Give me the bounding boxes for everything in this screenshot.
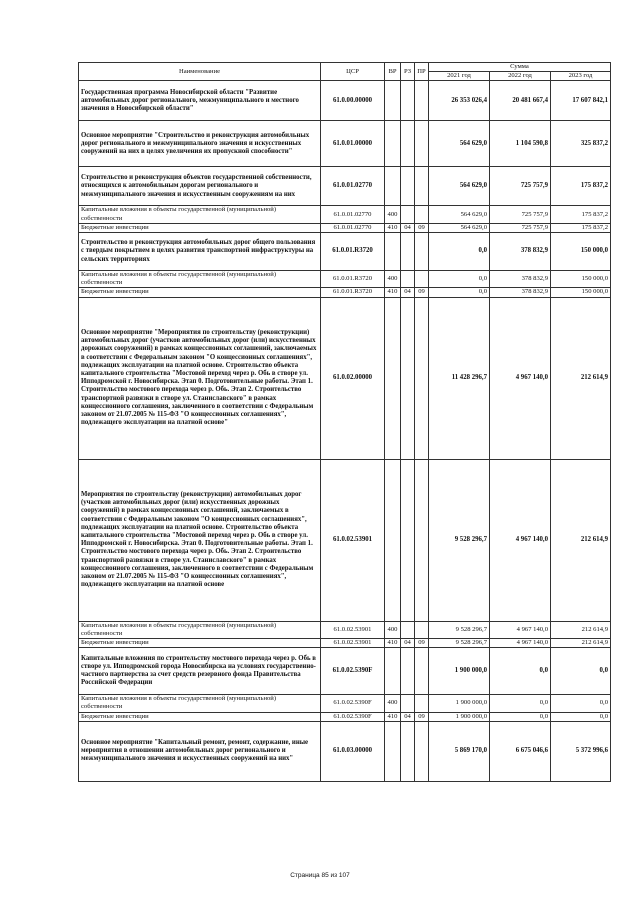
table-row — [79, 695, 611, 712]
row-amount-2023: 212 614,9 — [551, 459, 611, 621]
row-vr-cell — [385, 121, 401, 167]
row-amount-2023: 150 000,0 — [551, 233, 611, 271]
table-row — [79, 288, 611, 297]
row-amount-2023: 5 372 996,6 — [551, 721, 611, 781]
header-year-2021: 2021 год — [429, 72, 490, 81]
row-csr-cell: 61.0.02.53901 — [321, 639, 385, 648]
row-vr-cell: 410 — [385, 223, 401, 232]
row-pr-cell — [415, 271, 429, 288]
row-amount-2022: 378 832,9 — [490, 271, 551, 288]
row-name-cell: Бюджетные инвестиции — [79, 639, 321, 648]
row-vr-cell: 400 — [385, 206, 401, 223]
header-sum: Сумма — [429, 63, 611, 72]
row-pr-cell — [415, 121, 429, 167]
page-footer: Страница 85 из 107 — [290, 872, 350, 879]
row-name-cell: Капитальные вложения в объекты государственной (муниципальной) собственности — [79, 271, 321, 288]
row-csr-cell: 61.0.01.02770 — [321, 167, 385, 206]
row-name-cell: Бюджетные инвестиции — [79, 288, 321, 297]
row-amount-2021: 1 900 000,0 — [429, 712, 490, 721]
row-rz-cell — [401, 206, 415, 223]
row-vr-cell: 410 — [385, 288, 401, 297]
row-amount-2022: 0,0 — [490, 648, 551, 695]
row-amount-2021: 564 629,0 — [429, 167, 490, 206]
header-pr: ПР — [415, 63, 429, 81]
row-amount-2023: 150 000,0 — [551, 271, 611, 288]
row-pr-cell — [415, 459, 429, 621]
row-amount-2023: 17 607 842,1 — [551, 81, 611, 121]
row-rz-cell — [401, 167, 415, 206]
row-name-cell: Капитальные вложения в объекты государственной (муниципальной) собственности — [79, 621, 321, 638]
row-csr-cell: 61.0.02.5390F — [321, 712, 385, 721]
row-amount-2022: 725 757,9 — [490, 167, 551, 206]
row-vr-cell — [385, 233, 401, 271]
row-amount-2022: 4 967 140,0 — [490, 639, 551, 648]
row-vr-cell: 400 — [385, 695, 401, 712]
row-rz-cell — [401, 695, 415, 712]
row-amount-2022: 378 832,9 — [490, 233, 551, 271]
row-pr-cell: 09 — [415, 288, 429, 297]
row-csr-cell: 61.0.01.00000 — [321, 121, 385, 167]
row-name-cell: Капитальные вложения в объекты государственной (муниципальной) собственности — [79, 695, 321, 712]
table-row — [79, 271, 611, 288]
header-csr: ЦСР — [321, 63, 385, 81]
row-amount-2022: 20 481 667,4 — [490, 81, 551, 121]
row-vr-cell — [385, 648, 401, 695]
row-csr-cell: 61.0.01.R3720 — [321, 288, 385, 297]
table-row — [79, 621, 611, 638]
row-vr-cell: 410 — [385, 712, 401, 721]
row-amount-2023: 175 837,2 — [551, 167, 611, 206]
table-row — [79, 167, 611, 206]
row-pr-cell — [415, 648, 429, 695]
row-pr-cell — [415, 621, 429, 638]
row-amount-2023: 175 837,2 — [551, 223, 611, 232]
row-amount-2021: 564 629,0 — [429, 206, 490, 223]
row-pr-cell: 09 — [415, 223, 429, 232]
row-amount-2021: 564 629,0 — [429, 121, 490, 167]
row-amount-2021: 1 900 000,0 — [429, 648, 490, 695]
row-name-cell: Строительство и реконструкция объектов государственной собственности, относящихся к автомобильным дорогам регионального и межмуниципального значения и искусственным сооружениям на них — [79, 167, 321, 206]
row-pr-cell — [415, 206, 429, 223]
row-amount-2022: 6 675 046,6 — [490, 721, 551, 781]
budget-table-container — [78, 62, 610, 782]
table-row — [79, 639, 611, 648]
table-row — [79, 297, 611, 459]
table-body — [79, 81, 611, 781]
header-year-2023: 2023 год — [551, 72, 611, 81]
row-csr-cell: 61.0.02.5390F — [321, 648, 385, 695]
row-vr-cell: 400 — [385, 621, 401, 638]
row-amount-2022: 0,0 — [490, 712, 551, 721]
table-row — [79, 721, 611, 781]
row-pr-cell — [415, 721, 429, 781]
row-amount-2023: 212 614,9 — [551, 621, 611, 638]
row-amount-2022: 725 757,9 — [490, 206, 551, 223]
row-rz-cell — [401, 81, 415, 121]
table-row — [79, 223, 611, 232]
row-rz-cell: 04 — [401, 712, 415, 721]
row-name-cell: Мероприятия по строительству (реконструкции) автомобильных дорог (участков автомобильных дорог (или) искусственных дорожных сооружений) в рамках концессионных соглашений, заключаемых в соответствии с Федеральным законом "О концессионных соглашениях", подлежащих эксплуатации на платной основе. Строительство объекта капитального строительства "Мостовой переход через р. Обь в створе ул. Ипподромской г. Новосибирска. Этап 0. Подготовительные работы. Этап 1. Строительство мостового перехода через р. Обь. Этап 2. Строительство транспортной развязки в створе ул. Станиславского" в рамках концессионного соглашения, заключенного в соответствии с Федеральным законом от 21.07.2005 № 115-ФЗ "О концессионных соглашениях", подлежащего эксплуатации на платной основе — [79, 459, 321, 621]
row-amount-2022: 378 832,9 — [490, 288, 551, 297]
row-vr-cell: 400 — [385, 271, 401, 288]
row-amount-2023: 212 614,9 — [551, 297, 611, 459]
row-amount-2021: 0,0 — [429, 233, 490, 271]
row-pr-cell: 09 — [415, 639, 429, 648]
row-rz-cell — [401, 621, 415, 638]
row-rz-cell — [401, 297, 415, 459]
table-row — [79, 648, 611, 695]
row-amount-2023: 0,0 — [551, 695, 611, 712]
row-amount-2021: 1 900 000,0 — [429, 695, 490, 712]
row-amount-2021: 9 528 296,7 — [429, 639, 490, 648]
row-amount-2021: 0,0 — [429, 271, 490, 288]
row-amount-2022: 1 104 590,8 — [490, 121, 551, 167]
row-vr-cell — [385, 297, 401, 459]
header-vr: ВР — [385, 63, 401, 81]
row-name-cell: Основное мероприятие "Мероприятия по строительству (реконструкции) автомобильных дорог (участков автомобильных дорог (или) искусственных дорожных сооружений) в рамках концессионных соглашений, заключаемых в соответствии с Федеральным законом "О концессионных соглашениях", подлежащих эксплуатации на платной основе. Строительство объекта капитального строительства "Мостовой переход через р. Обь в створе ул. Ипподромской г. Новосибирска. Этап 0. Подготовительные работы. Этап 1. Строительство мостового перехода через р. Обь. Этап 2. Строительство транспортной развязки в створе ул. Станиславского" в рамках концессионного соглашения, заключенного в соответствии с Федеральным законом от 21.07.2005 № 115-ФЗ "О концессионных соглашениях", подлежащего эксплуатации на платной основе" — [79, 297, 321, 459]
row-rz-cell — [401, 233, 415, 271]
row-vr-cell — [385, 81, 401, 121]
row-vr-cell — [385, 459, 401, 621]
row-csr-cell: 61.0.00.00000 — [321, 81, 385, 121]
row-pr-cell — [415, 81, 429, 121]
row-name-cell: Строительство и реконструкция автомобильных дорог общего пользования с твердым покрытием в целях развития транспортной инфраструктуры на сельских территориях — [79, 233, 321, 271]
row-name-cell: Капитальные вложения по строительству мостового перехода через р. Обь в створе ул. Ипподромской города Новосибирска на условиях государственно-частного партнерства за счет средств резервного фонда Правительства Российской Федерации — [79, 648, 321, 695]
row-name-cell: Основное мероприятие "Строительство и реконструкция автомобильных дорог регионального и межмуниципального значения и искусственных сооружений на них в целях увеличения их пропускной способности" — [79, 121, 321, 167]
table-row — [79, 712, 611, 721]
row-rz-cell — [401, 459, 415, 621]
row-csr-cell: 61.0.01.02770 — [321, 223, 385, 232]
row-pr-cell — [415, 297, 429, 459]
row-csr-cell: 61.0.02.5390F — [321, 695, 385, 712]
row-rz-cell — [401, 721, 415, 781]
row-name-cell: Бюджетные инвестиции — [79, 712, 321, 721]
row-amount-2022: 0,0 — [490, 695, 551, 712]
row-csr-cell: 61.0.02.53901 — [321, 621, 385, 638]
row-vr-cell: 410 — [385, 639, 401, 648]
row-amount-2021: 564 629,0 — [429, 223, 490, 232]
row-csr-cell: 61.0.01.R3720 — [321, 271, 385, 288]
row-name-cell: Бюджетные инвестиции — [79, 223, 321, 232]
row-amount-2022: 725 757,9 — [490, 223, 551, 232]
row-amount-2023: 212 614,9 — [551, 639, 611, 648]
row-amount-2022: 4 967 140,0 — [490, 297, 551, 459]
row-pr-cell: 09 — [415, 712, 429, 721]
row-name-cell: Государственная программа Новосибирской области "Развитие автомобильных дорог регионального, межмуниципального и местного значения в Новосибирской области" — [79, 81, 321, 121]
row-amount-2021: 0,0 — [429, 288, 490, 297]
header-rz: РЗ — [401, 63, 415, 81]
row-name-cell: Капитальные вложения в объекты государственной (муниципальной) собственности — [79, 206, 321, 223]
row-name-cell: Основное мероприятие "Капитальный ремонт, ремонт, содержание, иные мероприятия в отношении автомобильных дорог регионального и межмуниципального значения и искусственных сооружений на них" — [79, 721, 321, 781]
row-amount-2022: 4 967 140,0 — [490, 459, 551, 621]
row-pr-cell — [415, 233, 429, 271]
row-rz-cell — [401, 648, 415, 695]
row-pr-cell — [415, 167, 429, 206]
table-row — [79, 459, 611, 621]
header-year-2022: 2022 год — [490, 72, 551, 81]
table-row — [79, 81, 611, 121]
row-rz-cell: 04 — [401, 288, 415, 297]
row-amount-2021: 9 528 296,7 — [429, 621, 490, 638]
row-amount-2023: 150 000,0 — [551, 288, 611, 297]
row-rz-cell — [401, 121, 415, 167]
row-rz-cell: 04 — [401, 639, 415, 648]
row-csr-cell: 61.0.01.02770 — [321, 206, 385, 223]
row-amount-2023: 325 837,2 — [551, 121, 611, 167]
row-amount-2023: 175 837,2 — [551, 206, 611, 223]
row-csr-cell: 61.0.02.00000 — [321, 297, 385, 459]
row-vr-cell — [385, 721, 401, 781]
table-row — [79, 121, 611, 167]
budget-table — [78, 62, 611, 782]
row-csr-cell: 61.0.01.R3720 — [321, 233, 385, 271]
row-csr-cell: 61.0.02.53901 — [321, 459, 385, 621]
row-amount-2022: 4 967 140,0 — [490, 621, 551, 638]
row-amount-2021: 5 869 170,0 — [429, 721, 490, 781]
row-amount-2023: 0,0 — [551, 712, 611, 721]
row-pr-cell — [415, 695, 429, 712]
header-name: Наименование — [79, 63, 321, 81]
row-amount-2021: 9 528 296,7 — [429, 459, 490, 621]
row-rz-cell: 04 — [401, 223, 415, 232]
row-amount-2021: 11 428 296,7 — [429, 297, 490, 459]
table-row — [79, 233, 611, 271]
row-amount-2023: 0,0 — [551, 648, 611, 695]
row-csr-cell: 61.0.03.00000 — [321, 721, 385, 781]
row-amount-2021: 26 353 026,4 — [429, 81, 490, 121]
row-rz-cell — [401, 271, 415, 288]
table-row — [79, 206, 611, 223]
row-vr-cell — [385, 167, 401, 206]
